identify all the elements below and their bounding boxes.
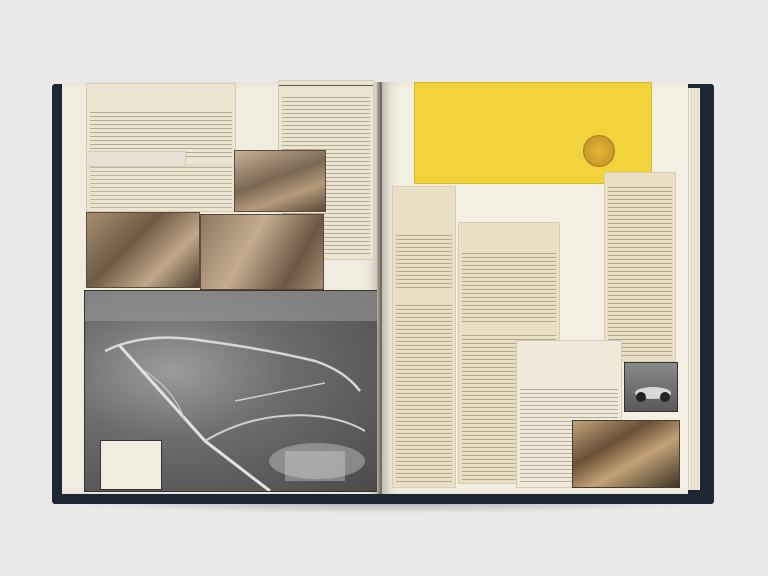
article-text-block [608, 187, 672, 357]
photo-terrace-spectators [86, 212, 200, 288]
grand-prix-field-lapped-subhead [393, 191, 455, 195]
article-text-block [396, 235, 452, 291]
moss-conquers-headline [459, 223, 559, 227]
photo-race-car [624, 362, 678, 412]
clipping-editorial [604, 172, 676, 362]
photo-drivers-group [572, 420, 680, 488]
aerial-photo-caption [100, 440, 162, 490]
article-text-block [462, 253, 556, 323]
photo-spectators-group [234, 150, 326, 212]
gold-seal-emblem [583, 135, 615, 167]
photo-seated-crowd [200, 214, 324, 290]
clipping-left-lower-text [86, 166, 236, 212]
coopers-gain-headline [517, 341, 621, 347]
race-car-silhouette [625, 363, 677, 411]
article-text-block [396, 305, 452, 483]
condutor-yellow-program-cover [414, 82, 652, 184]
clipping-moss-triumphs [392, 186, 456, 488]
article-text-block [90, 167, 232, 211]
byline-keith-spriggs [87, 86, 235, 87]
page-edges [688, 88, 700, 490]
condutor-title [415, 105, 651, 111]
portuguese-preview-heading [279, 81, 373, 86]
editorial-heading [605, 173, 675, 175]
year-1959 [415, 97, 651, 105]
knights-of-the-road-banner [87, 152, 185, 160]
grande-premio-title [415, 83, 651, 97]
